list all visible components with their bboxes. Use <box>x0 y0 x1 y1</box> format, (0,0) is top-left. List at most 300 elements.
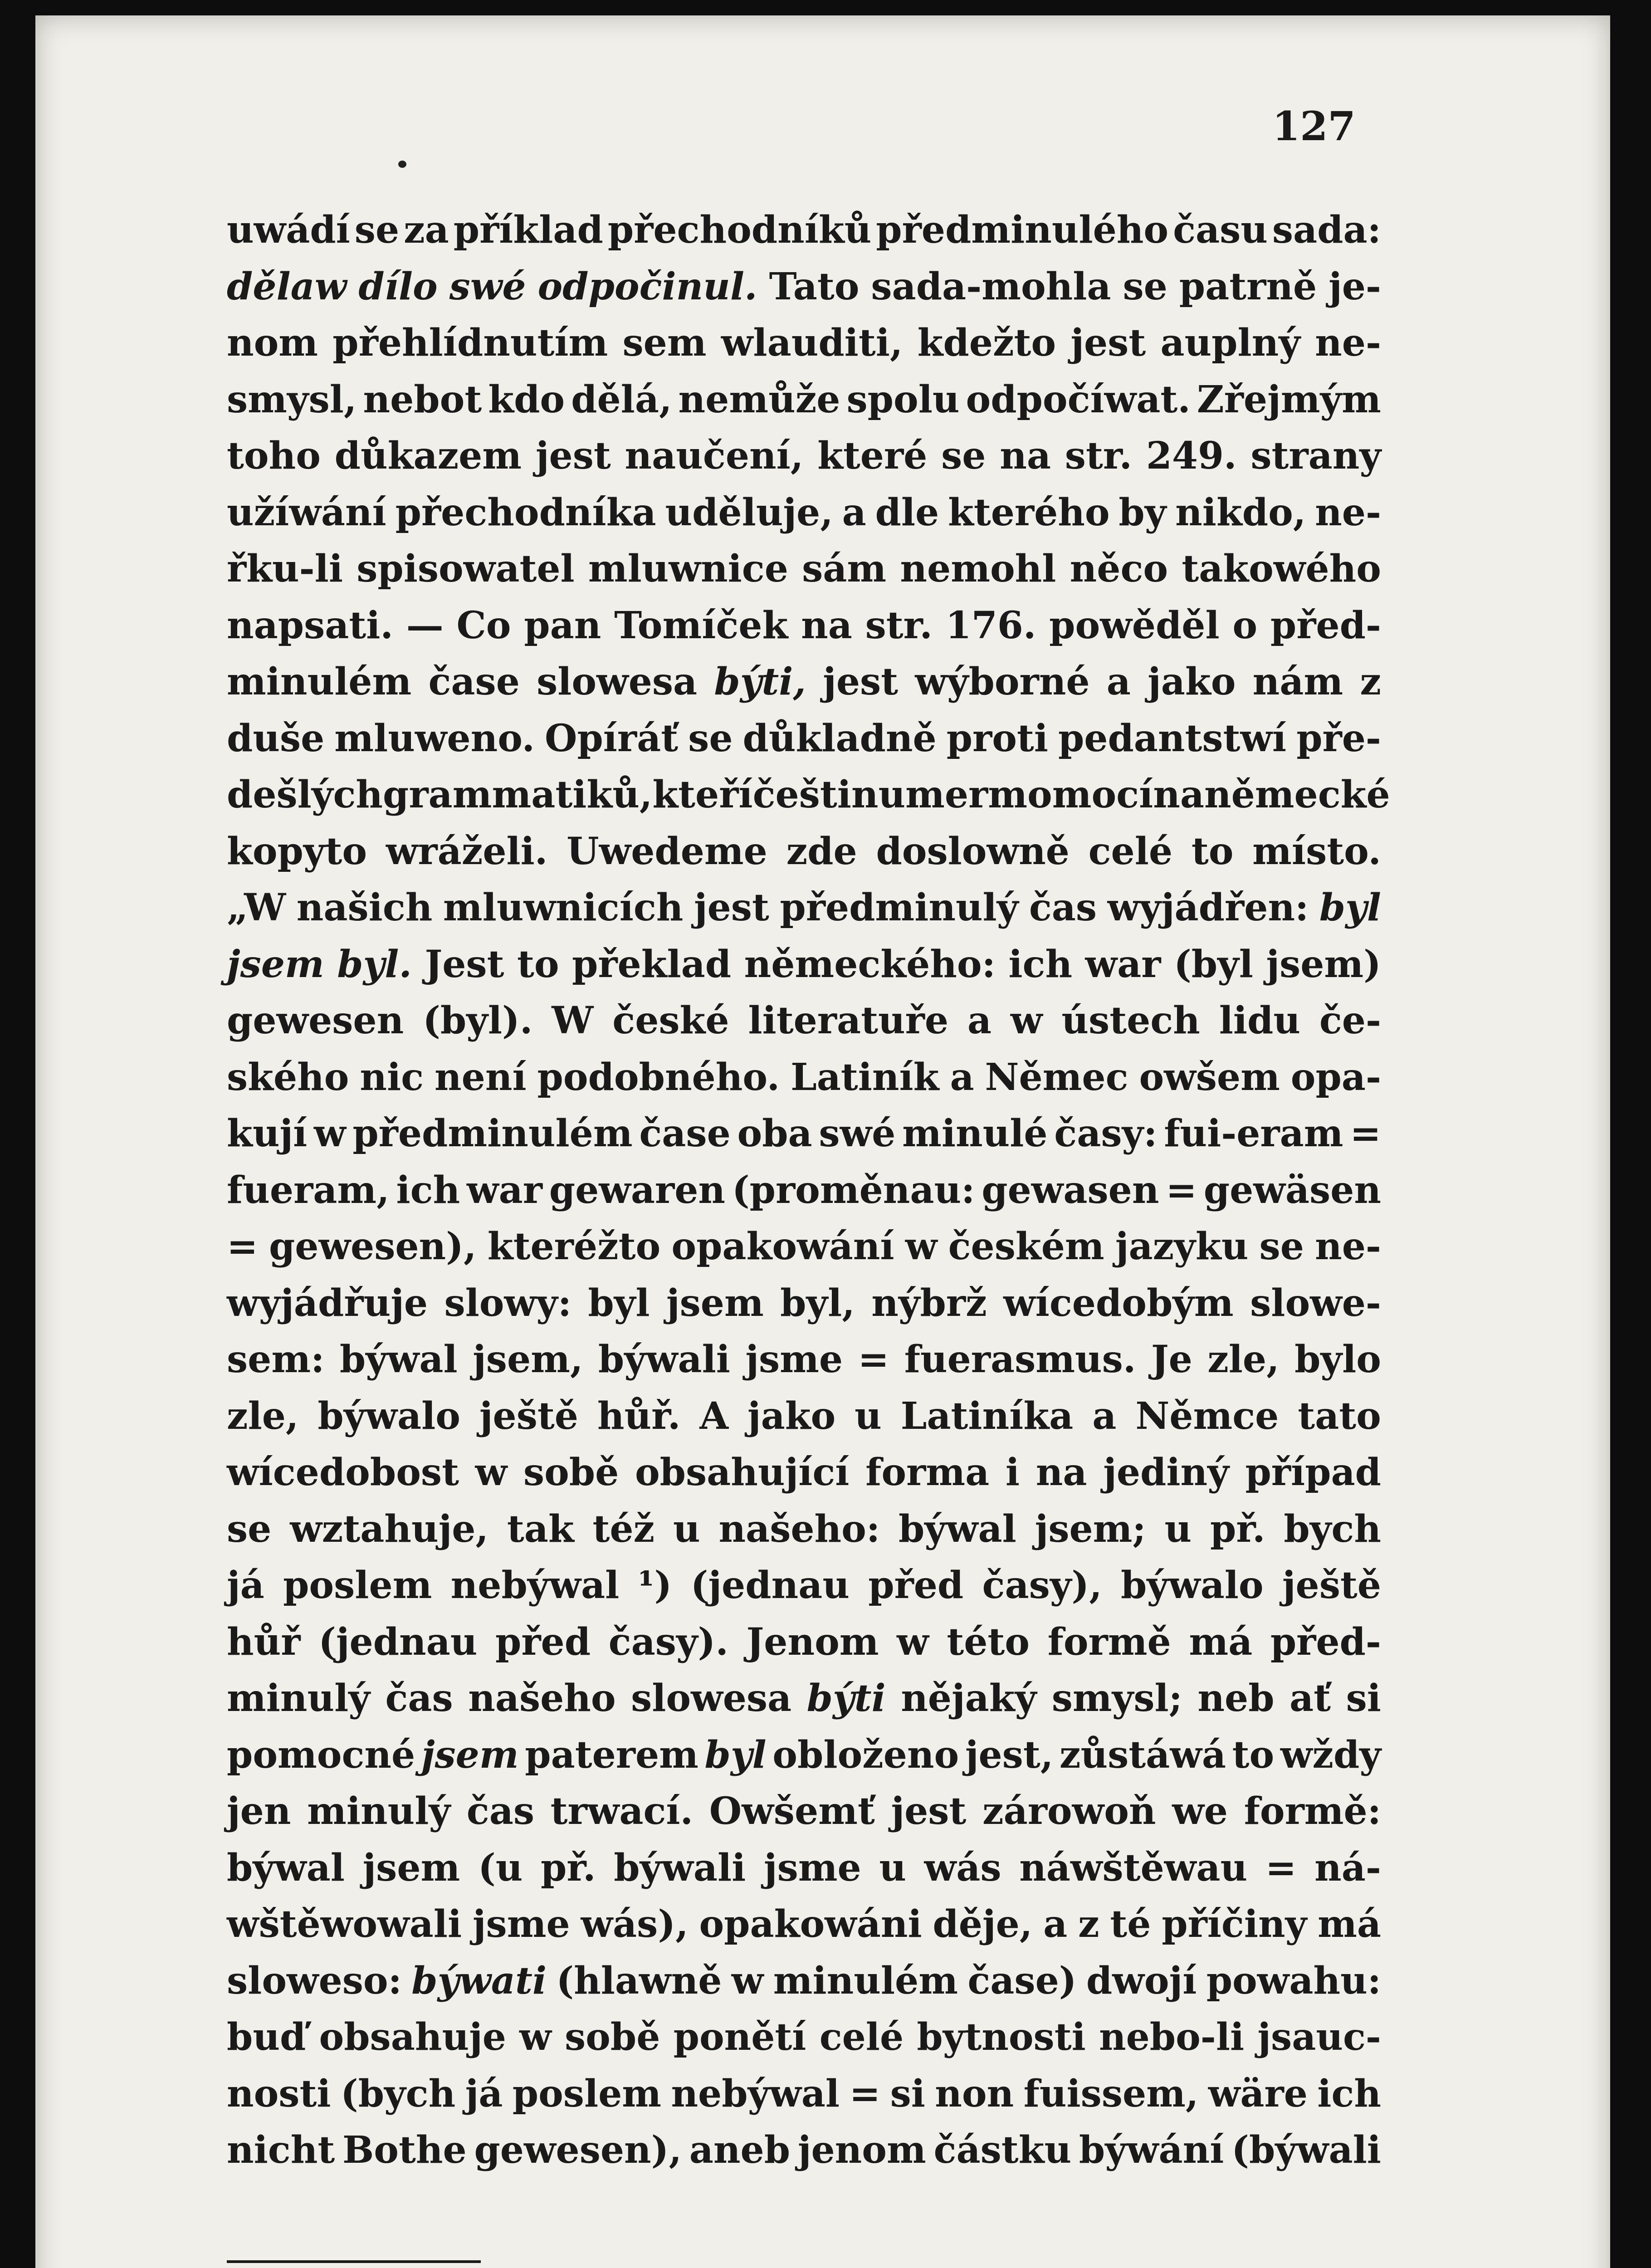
word: buď <box>227 2015 306 2059</box>
word: wícedobým <box>1003 1281 1234 1325</box>
word: užíwání <box>227 490 386 534</box>
word: byl <box>588 1281 650 1325</box>
word: jsme <box>472 1902 570 1946</box>
text-line <box>227 1783 1381 1840</box>
word: Owšemť <box>709 1789 875 1833</box>
ink-speck <box>398 161 406 168</box>
word: sám <box>802 547 887 591</box>
word: není <box>435 1055 527 1099</box>
text-line <box>227 484 1381 541</box>
word: sem <box>622 321 707 365</box>
word: jenom <box>797 2128 926 2172</box>
word: i <box>1005 1451 1020 1494</box>
word: nebýwal <box>450 1564 620 1607</box>
word: strany <box>1250 434 1381 478</box>
word: jediný <box>1103 1451 1229 1494</box>
word: wráželi. <box>386 829 548 873</box>
word: nýbrž <box>871 1281 987 1325</box>
word: se <box>1259 1225 1304 1268</box>
text-line <box>227 371 1381 428</box>
text-line <box>227 315 1381 371</box>
word: před- <box>1270 1620 1381 1664</box>
word: nebýwal <box>671 2072 840 2116</box>
word: a <box>1106 660 1131 704</box>
word: té <box>1110 1902 1151 1946</box>
word: býti <box>806 1677 886 1720</box>
word: Uwedeme <box>567 829 767 873</box>
word: fuissem, <box>1023 2072 1199 2116</box>
word: jsem <box>421 1733 519 1777</box>
text-line <box>227 1501 1381 1558</box>
word: gewesen <box>227 999 404 1042</box>
word: časy: <box>1054 1112 1158 1155</box>
word: w <box>897 1620 929 1664</box>
word: war <box>467 1168 542 1212</box>
word: o <box>1232 603 1258 647</box>
word: gewasen <box>982 1168 1159 1212</box>
word: proti <box>946 716 1048 760</box>
word: ná- <box>1314 1846 1381 1890</box>
text-line <box>227 1840 1381 1897</box>
word: času <box>1173 208 1268 252</box>
word: Němce <box>1135 1394 1279 1438</box>
word: war <box>1085 942 1161 986</box>
word: obloženo <box>772 1733 959 1777</box>
word: byl, <box>780 1281 855 1325</box>
word: (býwali <box>1231 2128 1381 2172</box>
word: býwati <box>411 1959 547 2003</box>
word: W <box>552 999 594 1042</box>
text-line <box>227 1105 1381 1162</box>
word: ne- <box>1315 321 1381 365</box>
word: já <box>465 2072 503 2116</box>
word: opa- <box>1290 1055 1381 1099</box>
word: jest, <box>965 1733 1054 1777</box>
word: (jednau <box>318 1620 478 1664</box>
word: čase <box>639 1112 731 1155</box>
word: aneb <box>689 2128 791 2172</box>
word: wýborné <box>915 660 1090 704</box>
word: našeho <box>468 1677 616 1720</box>
text-line <box>227 2122 1381 2179</box>
word: bych <box>1284 1507 1381 1551</box>
word: wäre <box>1208 2072 1308 2116</box>
word: si <box>1346 1677 1381 1720</box>
text-line <box>227 1331 1381 1388</box>
word: a <box>1092 1394 1117 1438</box>
word: jako <box>747 1394 836 1438</box>
text-line <box>227 2066 1381 2122</box>
word: celé <box>819 2015 904 2059</box>
text-line <box>227 541 1381 597</box>
text-line <box>227 428 1381 484</box>
word: děje, <box>933 1902 1033 1946</box>
word: = <box>1350 1112 1381 1155</box>
word: kují <box>227 1112 308 1155</box>
word: hůř. <box>597 1394 681 1438</box>
word: z <box>1360 660 1381 704</box>
word: hůř <box>227 1620 301 1664</box>
text-line <box>227 992 1381 1049</box>
word: případ <box>1245 1451 1381 1494</box>
word: Je <box>1151 1338 1192 1381</box>
word: se <box>227 1507 272 1551</box>
word: gewesen), <box>474 2128 682 2172</box>
word: paterem <box>525 1733 698 1777</box>
text-line <box>227 2009 1381 2066</box>
word: obsahuje <box>319 2015 506 2059</box>
word: jsem; <box>1035 1507 1146 1551</box>
text-line <box>227 1162 1381 1219</box>
word: je- <box>1329 264 1381 308</box>
word: minulý <box>307 1789 451 1833</box>
word: grammatiků, <box>383 773 653 816</box>
word: fueram, <box>227 1168 390 1212</box>
word: býti, <box>714 660 806 704</box>
text-line <box>227 1444 1381 1501</box>
word: slowe- <box>1250 1281 1381 1325</box>
word: př. <box>541 1846 596 1890</box>
word: swé <box>449 264 526 308</box>
word: a <box>842 490 866 534</box>
word: slowy: <box>444 1281 572 1325</box>
word: w <box>905 1225 938 1268</box>
word: zle, <box>1207 1338 1280 1381</box>
word: ústech <box>1061 999 1200 1042</box>
word: gewaren <box>549 1168 726 1212</box>
word: náwštěwau <box>1019 1846 1248 1890</box>
text-line <box>227 767 1390 823</box>
word: swé <box>819 1112 896 1155</box>
word: jest <box>535 434 611 478</box>
word: (byl). <box>423 999 533 1042</box>
word: w <box>731 1959 764 2003</box>
word: z <box>1078 1902 1099 1946</box>
word: mluwnice <box>588 547 788 591</box>
word: (hlawně <box>556 1959 722 2003</box>
word: předminulém <box>352 1112 633 1155</box>
word: nicht <box>227 2128 335 2172</box>
word: jsem, <box>473 1338 583 1381</box>
word: duše <box>227 716 325 760</box>
word: str. <box>865 603 933 647</box>
word: kopyto <box>227 829 367 873</box>
word: nemohl <box>900 547 1056 591</box>
word: literatuře <box>748 999 948 1042</box>
word: powahu: <box>1206 1959 1381 2003</box>
text-line <box>227 597 1381 654</box>
word: býwali <box>598 1338 730 1381</box>
text-line <box>227 1557 1381 1614</box>
word: 249. <box>1146 434 1237 478</box>
word: w <box>519 2015 552 2059</box>
word: ponětí <box>673 2015 806 2059</box>
word: na <box>1000 434 1051 478</box>
word: se <box>354 208 400 252</box>
word: opakowáni <box>699 1902 922 1946</box>
word: před- <box>1270 603 1381 647</box>
word: místo. <box>1252 829 1381 873</box>
word: časy), <box>982 1564 1102 1607</box>
word: odpočíwat. <box>966 377 1191 421</box>
word: nemůže <box>678 377 840 421</box>
word: dle <box>875 490 939 534</box>
word: za <box>404 208 449 252</box>
word: a <box>1043 1902 1068 1946</box>
text-line <box>227 259 1381 315</box>
word: na <box>801 603 852 647</box>
word: (proměnau: <box>732 1168 975 1212</box>
word: předminulý <box>780 886 1019 929</box>
word: sloweso: <box>227 1959 402 2003</box>
word: (bych <box>340 2072 456 2116</box>
word: Tomíček <box>614 603 788 647</box>
word: též <box>592 1507 655 1551</box>
word: češtinu <box>752 773 906 816</box>
word: non <box>935 2072 1014 2116</box>
word: nebo-li <box>1099 2015 1245 2059</box>
word: naučení, <box>625 434 804 478</box>
word: jsme <box>745 1338 843 1381</box>
text-line <box>227 1388 1381 1445</box>
word: trwací. <box>550 1789 694 1833</box>
word: čas <box>1029 886 1097 929</box>
word: napsati. <box>227 603 393 647</box>
word: Jenom <box>746 1620 879 1664</box>
word: odpočinul. <box>537 264 757 308</box>
word: minulý <box>227 1677 370 1720</box>
word: našich <box>296 886 433 929</box>
word: bytnosti <box>917 2015 1086 2059</box>
word: fuerasmus. <box>904 1338 1136 1381</box>
word: smysl; <box>1051 1677 1182 1720</box>
word: předminulého <box>876 208 1169 252</box>
word: jsem <box>227 942 324 986</box>
word: něco <box>1070 547 1168 591</box>
word: byl <box>704 1733 767 1777</box>
word: českém <box>948 1225 1104 1268</box>
body-text <box>227 202 1390 2179</box>
word: důkladně <box>742 716 937 760</box>
word: zde <box>786 829 857 873</box>
word: to <box>1191 829 1234 873</box>
word: býwání <box>1079 2128 1224 2172</box>
word: ať <box>1290 1677 1331 1720</box>
word: wlauditi, <box>721 321 903 365</box>
text-line <box>227 1896 1381 1953</box>
word: si <box>890 2072 925 2116</box>
word: neb <box>1197 1677 1275 1720</box>
word: če- <box>1319 999 1381 1042</box>
text-line <box>227 1670 1381 1727</box>
word: nic <box>360 1055 424 1099</box>
word: příklad <box>453 208 603 252</box>
word: to <box>1232 1733 1275 1777</box>
word: české <box>612 999 729 1042</box>
word: zárowoň <box>982 1789 1156 1833</box>
word: = <box>1166 1168 1197 1212</box>
word: w <box>475 1451 508 1494</box>
word: lidu <box>1219 999 1300 1042</box>
word: (u <box>478 1846 523 1890</box>
word: kterého <box>948 490 1110 534</box>
word: minulém <box>773 1959 958 2003</box>
word: fui-eram <box>1164 1112 1343 1155</box>
word: ich <box>396 1168 460 1212</box>
word: má <box>1189 1620 1253 1664</box>
footnote-rule <box>227 2260 481 2263</box>
word: formě <box>1047 1620 1171 1664</box>
word: Latiníka <box>900 1394 1074 1438</box>
word: nám <box>1252 660 1343 704</box>
text-line <box>227 1275 1381 1332</box>
word: pedantstwí <box>1058 716 1287 760</box>
word: ne- <box>1315 1225 1381 1268</box>
word: by <box>1119 490 1167 534</box>
word: kdežto <box>917 321 1056 365</box>
word: překlad <box>572 942 732 986</box>
word: zle, <box>227 1394 299 1438</box>
word: Bothe <box>342 2128 467 2172</box>
word: sobě <box>565 2015 660 2059</box>
word: jest <box>823 660 899 704</box>
word: takowého <box>1182 547 1381 591</box>
word: býwali <box>614 1846 746 1890</box>
word: mluweno. <box>334 716 535 760</box>
text-line <box>227 1614 1381 1671</box>
word: jsem) <box>1266 942 1381 986</box>
word: sem: <box>227 1338 325 1381</box>
word: wztahuje, <box>290 1507 488 1551</box>
word: toho <box>227 434 321 478</box>
word: uděluje, <box>665 490 833 534</box>
word: býwalo <box>318 1394 460 1438</box>
word: poslem <box>283 1564 432 1607</box>
word: wás), <box>581 1902 689 1946</box>
word: dešlých <box>227 773 383 816</box>
word: celé <box>1088 829 1173 873</box>
word: u <box>879 1846 906 1890</box>
word: této <box>947 1620 1030 1664</box>
word: ne- <box>1315 490 1381 534</box>
word: 176. <box>945 603 1036 647</box>
word: ještě <box>479 1394 578 1438</box>
text-line <box>227 1953 1381 2009</box>
text-line <box>227 202 1381 259</box>
word: = <box>227 1225 258 1268</box>
word: smysl, <box>227 377 357 421</box>
word: minulém <box>227 660 412 704</box>
text-line <box>227 880 1381 936</box>
word: podobného. <box>537 1055 780 1099</box>
word: před <box>495 1620 591 1664</box>
word: na <box>1036 1451 1087 1494</box>
word: forma <box>865 1451 990 1494</box>
word: já <box>227 1564 264 1607</box>
word: nebot <box>363 377 482 421</box>
word: býwal <box>898 1507 1016 1551</box>
word: patrně <box>1179 264 1317 308</box>
word: dělaw <box>227 264 347 308</box>
word: byl. <box>337 942 412 986</box>
word: Co <box>456 603 511 647</box>
text-line <box>227 1727 1381 1784</box>
word: „W <box>227 886 286 929</box>
word: přechodníků <box>607 208 872 252</box>
word: wícedobost <box>227 1451 459 1494</box>
word: Zřejmým <box>1197 377 1381 421</box>
word: pan <box>524 603 601 647</box>
word: Latiník <box>791 1055 939 1099</box>
word: časy). <box>608 1620 728 1664</box>
word: to <box>517 942 559 986</box>
word: wždy <box>1280 1733 1381 1777</box>
word: se <box>1123 264 1167 308</box>
word: a <box>950 1055 974 1099</box>
word: gewesen), <box>269 1225 477 1268</box>
word: slowesa <box>631 1677 792 1720</box>
word: čas <box>466 1789 534 1833</box>
word: býwal <box>339 1338 458 1381</box>
word: obsahující <box>635 1451 850 1494</box>
word: býwalo <box>1121 1564 1264 1607</box>
word: dílo <box>358 264 438 308</box>
word: našeho: <box>718 1507 880 1551</box>
word: w <box>314 1112 346 1155</box>
word: poslem <box>512 2072 662 2116</box>
word: jazyku <box>1115 1225 1249 1268</box>
word: slowesa <box>537 660 698 704</box>
word: A <box>699 1394 728 1438</box>
word: ského <box>227 1055 349 1099</box>
word: ich <box>1008 942 1073 986</box>
word: jest <box>891 1789 967 1833</box>
word: powěděl <box>1049 603 1220 647</box>
word: přechodníka <box>395 490 656 534</box>
word: jsauc- <box>1257 2015 1381 2059</box>
word: mluwnicích <box>443 886 684 929</box>
word: pře- <box>1296 716 1381 760</box>
word: na <box>1153 773 1204 816</box>
word: ich <box>1317 2072 1381 2116</box>
word: uwádí <box>227 208 350 252</box>
word: jen <box>227 1789 291 1833</box>
word: = <box>858 1338 889 1381</box>
word: kdo <box>488 377 565 421</box>
word: dělá, <box>571 377 672 421</box>
word: auplný <box>1160 321 1300 365</box>
word: we <box>1172 1789 1228 1833</box>
word: nom <box>227 321 318 365</box>
word: kteréžto <box>487 1225 661 1268</box>
word: u <box>855 1394 882 1438</box>
word: spisowatel <box>357 547 575 591</box>
word: jest <box>694 886 769 929</box>
text-line <box>227 654 1381 710</box>
word: německého: <box>744 942 996 986</box>
word: (jednau <box>690 1564 850 1607</box>
word: má <box>1318 1902 1381 1946</box>
word: opakowání <box>671 1225 894 1268</box>
word: mermomocí <box>905 773 1153 816</box>
text-line <box>227 710 1381 767</box>
text-line <box>227 823 1381 880</box>
word: se <box>688 716 733 760</box>
word: Němec <box>985 1055 1128 1099</box>
word: zůstáwá <box>1059 1733 1226 1777</box>
page-number: 127 <box>1272 103 1356 150</box>
word: čas <box>385 1677 453 1720</box>
